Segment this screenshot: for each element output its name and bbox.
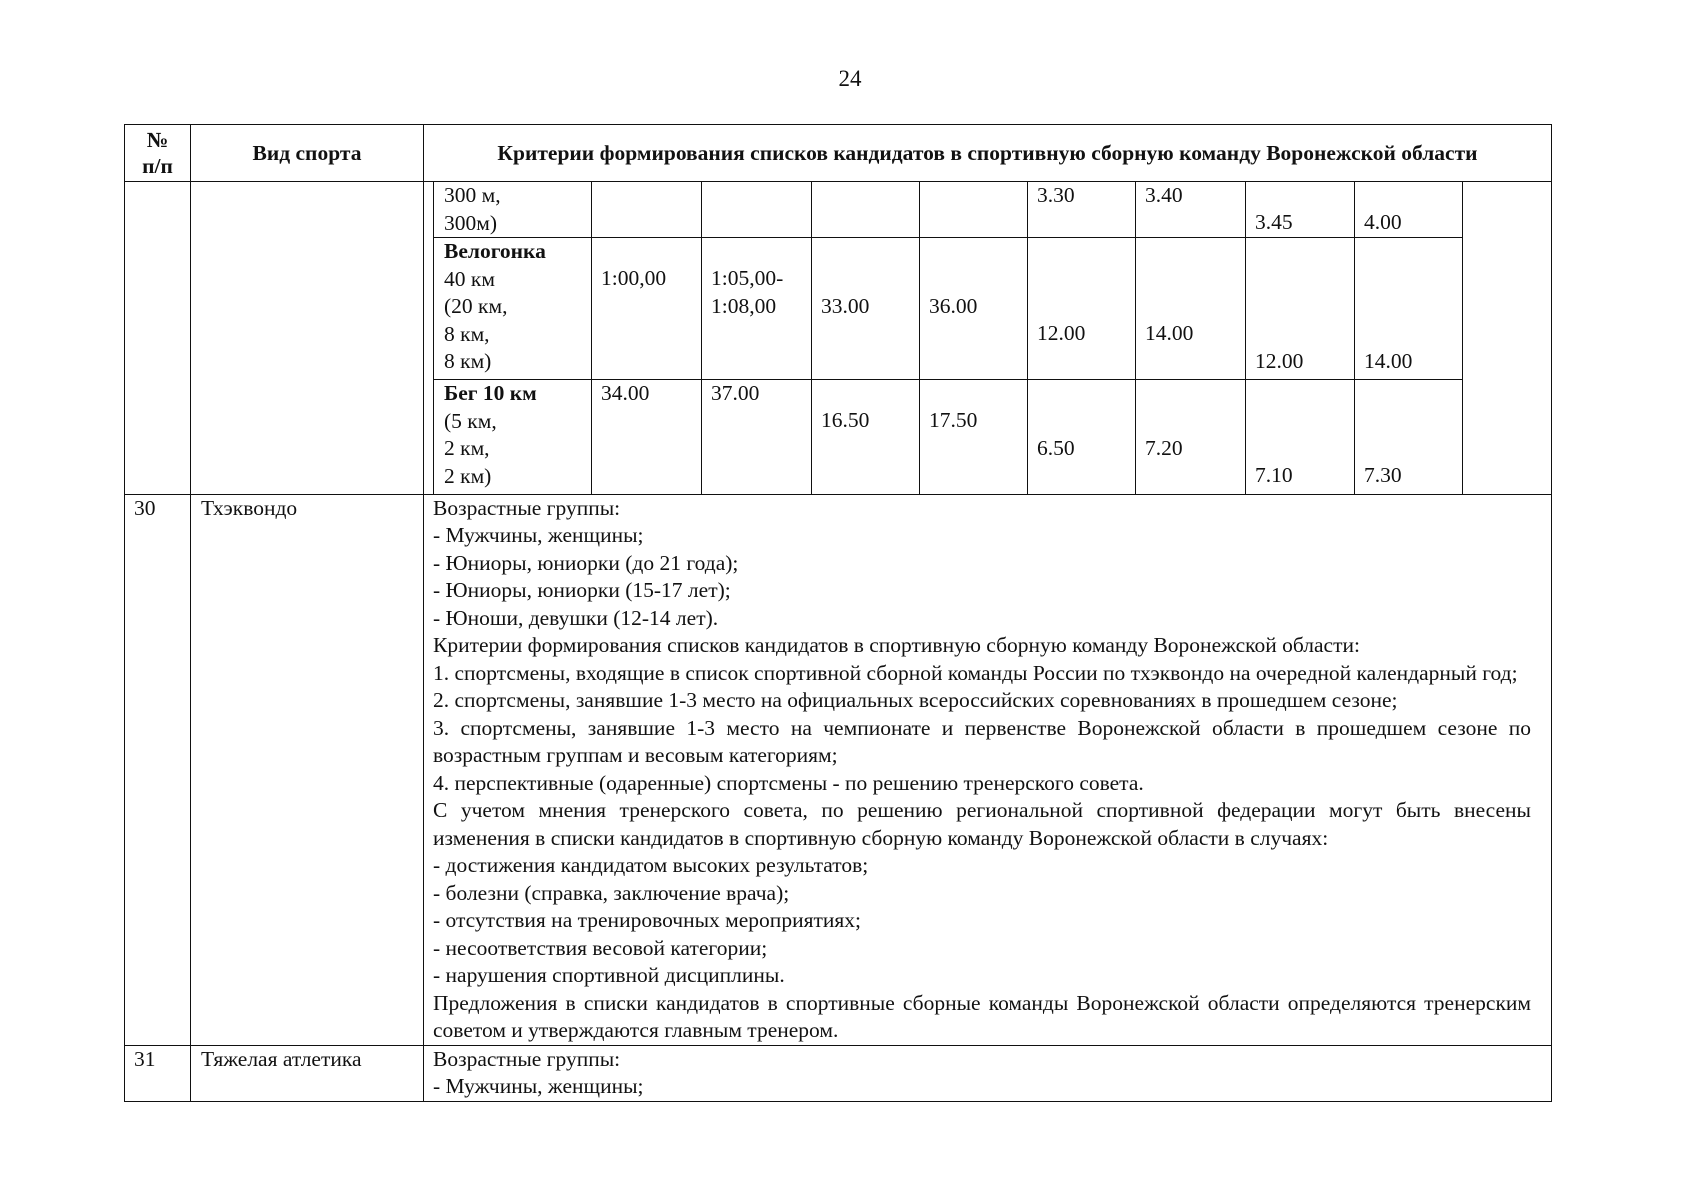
result-cell: 1:05,00- 1:08,00 bbox=[702, 238, 812, 380]
table-row-30 bbox=[125, 494, 1552, 1045]
criteria-table bbox=[124, 124, 1552, 1102]
result-cell bbox=[812, 182, 920, 238]
result-cell: 17.50 bbox=[920, 380, 1028, 494]
result-cell: 3.45 bbox=[1246, 182, 1355, 238]
row-number: 30 bbox=[125, 494, 191, 1045]
results-row bbox=[434, 238, 1463, 380]
result-cell bbox=[592, 182, 702, 238]
discipline-name: Бег 10 км (5 км, 2 км, 2 км) bbox=[434, 380, 592, 494]
table-header-row bbox=[125, 125, 1552, 182]
results-row bbox=[434, 182, 1463, 238]
criteria-text: Возрастные группы: - Мужчины, женщины; bbox=[424, 1045, 1552, 1101]
table-row-continuation bbox=[125, 182, 1552, 495]
row-number: 31 bbox=[125, 1045, 191, 1101]
header-sport: Вид спорта bbox=[191, 125, 424, 182]
result-cell: 12.00 bbox=[1028, 238, 1136, 380]
result-cell: 4.00 bbox=[1355, 182, 1463, 238]
result-cell: 16.50 bbox=[812, 380, 920, 494]
result-cell: 3.40 bbox=[1136, 182, 1246, 238]
criteria-text: Возрастные группы: - Мужчины, женщины; - Юниоры, юниорки (до 21 года); - Юниоры, юниорки (15-17 лет); - Юноши, девушки (12-14 лет). Критерии формирования списков кандидатов в спортивную сборную команду Воронежской области: 1. спортсмены, входящие в список спортивной сборной команды России по тхэквондо на очередной календарный год; 2. спортсмены, занявшие 1-3 место на официальных всероссийских соревнованиях в прошедшем сезоне; 3. спортсмены, занявшие 1-3 место на чемпионате и первенстве Воронежской области в прошедшем сезоне по возрастным группам и весовым категориям; 4. перспективные (одаренные) спортсмены - по решению тренерского совета. С учетом мнения тренерского совета, по решению региональной спортивной федерации могут быть внесены изменения в списки кандидатов в спортивную сборную команду Воронежской области в случаях: - достижения кандидатом высоких результатов; - болезни (справка, заключение врача); - отсутствия на тренировочных мероприятиях; - несоответствия весовой категории; - нарушения спортивной дисциплины. Предложения в списки кандидатов в спортивные сборные команды Воронежской области определяются тренерским советом и утверждаются главным тренером. bbox=[424, 494, 1552, 1045]
sport-name: Тяжелая атлетика bbox=[191, 1045, 424, 1101]
result-cell: 36.00 bbox=[920, 238, 1028, 380]
result-cell: 34.00 bbox=[592, 380, 702, 494]
result-cell: 12.00 bbox=[1246, 238, 1355, 380]
result-cell: 1:00,00 bbox=[592, 238, 702, 380]
table-row-31 bbox=[125, 1045, 1552, 1101]
result-cell: 14.00 bbox=[1355, 238, 1463, 380]
page-number: 24 bbox=[838, 66, 862, 91]
header-criteria: Критерии формирования списков кандидатов в спортивную сборную команду Воронежской области bbox=[424, 125, 1552, 182]
result-cell: 3.30 bbox=[1028, 182, 1136, 238]
result-cell: 7.10 bbox=[1246, 380, 1355, 494]
results-cell bbox=[424, 182, 1552, 495]
result-cell bbox=[920, 182, 1028, 238]
result-cell: 7.20 bbox=[1136, 380, 1246, 494]
result-cell: 37.00 bbox=[702, 380, 812, 494]
sport-name: Тхэквондо bbox=[191, 494, 424, 1045]
discipline-name: 300 м, 300м) bbox=[434, 182, 592, 238]
result-cell: 7.30 bbox=[1355, 380, 1463, 494]
discipline-name: Велогонка 40 км (20 км, 8 км, 8 км) bbox=[434, 238, 592, 380]
results-table bbox=[433, 182, 1463, 494]
result-cell: 14.00 bbox=[1136, 238, 1246, 380]
header-num: № п/п bbox=[125, 125, 191, 182]
result-cell: 6.50 bbox=[1028, 380, 1136, 494]
result-cell bbox=[702, 182, 812, 238]
result-cell: 33.00 bbox=[812, 238, 920, 380]
results-row bbox=[434, 380, 1463, 494]
